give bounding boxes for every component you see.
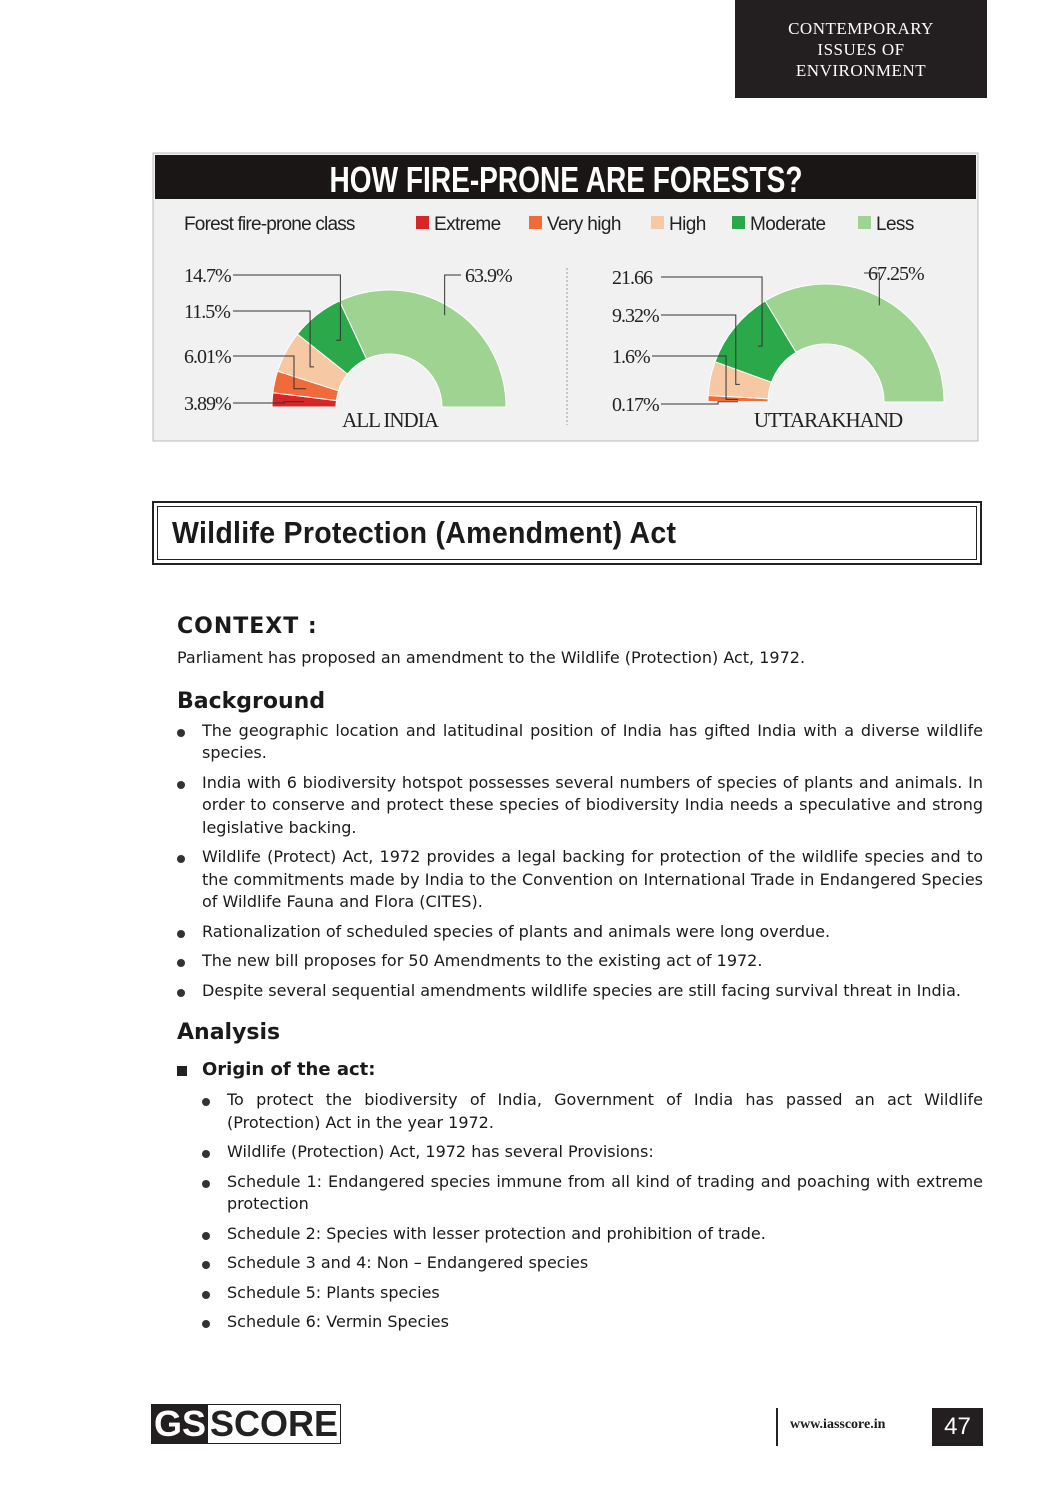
- origin-list: [202, 1089, 983, 1334]
- list-item: Schedule 1: Endangered species immune from all kind of trading and poaching with extreme protection: [202, 1171, 983, 1216]
- value-label: 0.17%: [612, 394, 659, 416]
- legend-label: High: [669, 214, 706, 235]
- page-number: 47: [932, 1408, 983, 1446]
- chart-title: HOW FIRE-PRONE ARE FORESTS?: [329, 159, 803, 200]
- logo-score: SCORE: [210, 1403, 339, 1444]
- list-item: Schedule 2: Species with lesser protection and prohibition of trade.: [202, 1223, 983, 1246]
- value-label: 67.25%: [868, 263, 924, 285]
- analysis-heading: Analysis: [177, 1020, 281, 1045]
- chapter-tag-line: ENVIRONMENT: [795, 60, 927, 80]
- context-heading: CONTEXT :: [177, 614, 318, 639]
- section-title-box: [152, 501, 982, 565]
- origin-section: [177, 1059, 983, 1334]
- legend-swatch: [529, 216, 542, 229]
- list-item: Wildlife (Protection) Act, 1972 has several Provisions:: [202, 1141, 983, 1164]
- fire-prone-infographic: [0, 0, 1058, 460]
- value-label: 9.32%: [612, 305, 659, 327]
- value-label: 6.01%: [184, 346, 231, 368]
- value-label: 3.89%: [184, 393, 231, 415]
- website-link[interactable]: www.iasscore.in: [790, 1417, 886, 1432]
- list-item: Wildlife (Protect) Act, 1972 provides a legal backing for protection of the wildlife species and to the commitments made by India to the Convention on International Trade in Endangered Species of Wildlife Fauna and Flora (CITES).: [177, 846, 983, 914]
- list-item: Schedule 3 and 4: Non – Endangered species: [202, 1252, 983, 1275]
- legend-title: Forest fire-prone class: [184, 214, 355, 235]
- footer-divider: [776, 1408, 778, 1446]
- value-label: 63.9%: [465, 265, 512, 287]
- list-item: Rationalization of scheduled species of plants and animals were long overdue.: [177, 921, 983, 944]
- logo-gs: GS: [154, 1403, 207, 1444]
- list-item: Schedule 5: Plants species: [202, 1282, 983, 1305]
- value-label: 14.7%: [184, 265, 231, 287]
- chapter-tag-line: CONTEMPORARY: [788, 18, 934, 38]
- article-body: [177, 612, 983, 1341]
- section-title: Wildlife Protection (Amendment) Act: [172, 515, 677, 550]
- legend-label: Moderate: [750, 214, 826, 235]
- list-item: Despite several sequential amendments wildlife species are still facing survival threat in India.: [177, 980, 983, 1003]
- legend-label: Very high: [547, 214, 621, 235]
- gsscore-logo: [151, 1404, 341, 1444]
- value-label: 1.6%: [612, 346, 650, 368]
- value-label: 21.66: [612, 267, 652, 289]
- list-item: The new bill proposes for 50 Amendments to the existing act of 1972.: [177, 950, 983, 973]
- legend-swatch: [858, 216, 871, 229]
- chart-label: ALL INDIA: [342, 408, 438, 432]
- background-heading: Background: [177, 689, 326, 714]
- legend-swatch: [416, 216, 429, 229]
- chapter-tag-line: ISSUES OF: [817, 39, 905, 59]
- context-text: Parliament has proposed an amendment to the Wildlife (Protection) Act, 1972.: [177, 647, 806, 667]
- value-label: 11.5%: [184, 301, 230, 323]
- legend-label: Extreme: [434, 214, 501, 235]
- list-item: To protect the biodiversity of India, Government of India has passed an act Wildlife (Protection) Act in the year 1972.: [202, 1089, 983, 1134]
- list-item: The geographic location and latitudinal position of India has gifted India with a diverse wildlife species.: [177, 720, 983, 765]
- list-item: Schedule 6: Vermin Species: [202, 1311, 983, 1334]
- legend-label: Less: [876, 214, 914, 235]
- origin-subheading: Origin of the act:: [177, 1059, 983, 1082]
- legend-swatch: [732, 216, 745, 229]
- background-list: [177, 720, 983, 1003]
- legend-swatch: [651, 216, 664, 229]
- list-item: India with 6 biodiversity hotspot possesses several numbers of species of plants and animals. In order to conserve and protect these species of biodiversity India needs a speculative and strong legislative backing.: [177, 772, 983, 840]
- chart-label: UTTARAKHAND: [753, 408, 903, 432]
